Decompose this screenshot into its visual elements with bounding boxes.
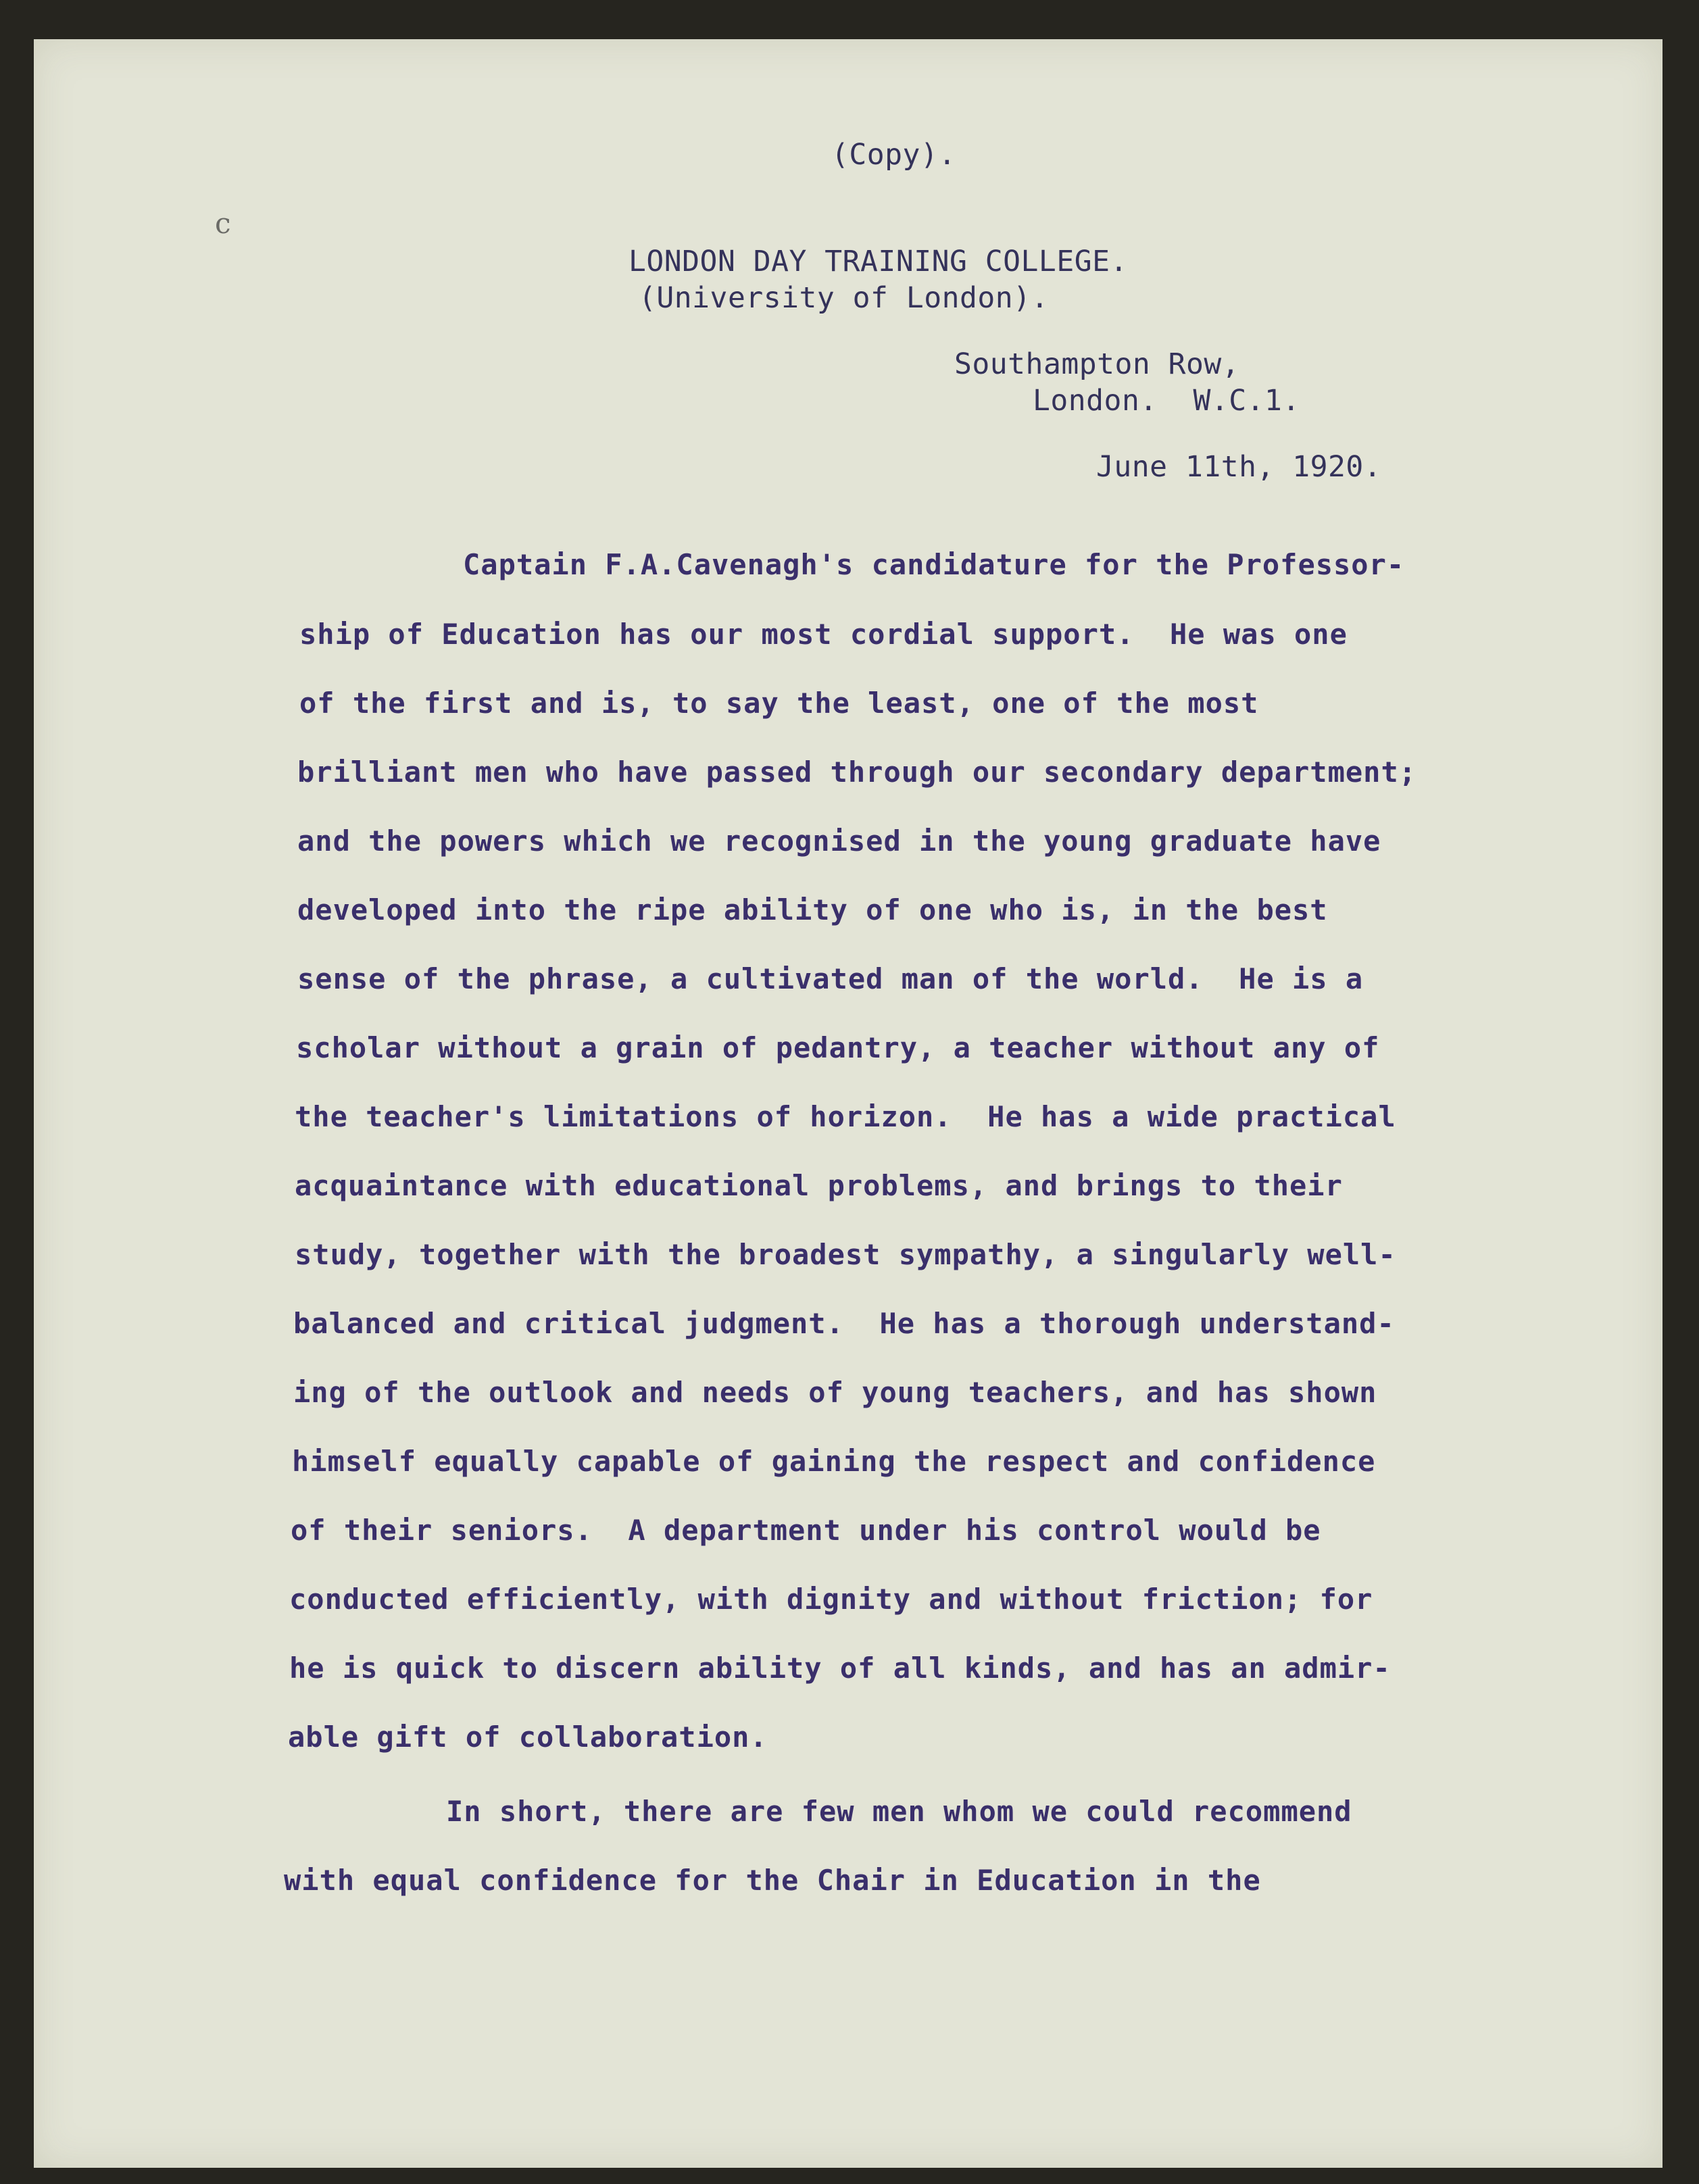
letterhead-name: LONDON DAY TRAINING COLLEGE. bbox=[629, 245, 1128, 278]
address-line-1: Southampton Row, bbox=[954, 347, 1240, 381]
text-line: acquaintance with educational problems, and brings to their bbox=[295, 1169, 1343, 1202]
text-line: able gift of collaboration. bbox=[288, 1720, 768, 1754]
text-line: with equal confidence for the Chair in Education in the bbox=[284, 1864, 1261, 1897]
text-line: scholar without a grain of pedantry, a teacher without any of bbox=[296, 1031, 1380, 1064]
text-line: sense of the phrase, a cultivated man of the world. He is a bbox=[297, 962, 1364, 995]
text-line: ship of Education has our most cordial support. He was one bbox=[299, 618, 1348, 651]
text-line: of the first and is, to say the least, one of the most bbox=[299, 687, 1259, 720]
text-line: he is quick to discern ability of all kinds, and has an admir- bbox=[289, 1652, 1391, 1685]
text-line: of their seniors. A department under his control would be bbox=[291, 1514, 1321, 1547]
text-line: brilliant men who have passed through our secondary department; bbox=[297, 755, 1417, 789]
pencil-mark: c bbox=[215, 207, 231, 240]
letterhead-affiliation: (University of London). bbox=[639, 281, 1049, 315]
text-line: and the powers which we recognised in the young graduate have bbox=[297, 824, 1381, 858]
text-line: ing of the outlook and needs of young teachers, and has shown bbox=[293, 1376, 1377, 1409]
text-line: balanced and critical judgment. He has a thorough understand- bbox=[293, 1307, 1395, 1340]
text-line: In short, there are few men whom we could recommend bbox=[446, 1795, 1352, 1828]
text-line: study, together with the broadest sympathy, a singularly well- bbox=[295, 1238, 1396, 1271]
text-line: Captain F.A.Cavenagh's candidature for the Professor- bbox=[463, 548, 1405, 581]
text-line: developed into the ripe ability of one who is, in the best bbox=[297, 893, 1328, 926]
text-line: the teacher's limitations of horizon. He has a wide practical bbox=[295, 1100, 1396, 1133]
letter-date: June 11th, 1920. bbox=[1096, 450, 1382, 484]
copy-label: (Copy). bbox=[831, 138, 956, 172]
text-line: conducted efficiently, with dignity and without friction; for bbox=[289, 1583, 1373, 1616]
letter-page bbox=[34, 39, 1663, 2168]
address-line-2: London. W.C.1. bbox=[1033, 384, 1300, 418]
text-line: himself equally capable of gaining the respect and confidence bbox=[292, 1445, 1376, 1478]
